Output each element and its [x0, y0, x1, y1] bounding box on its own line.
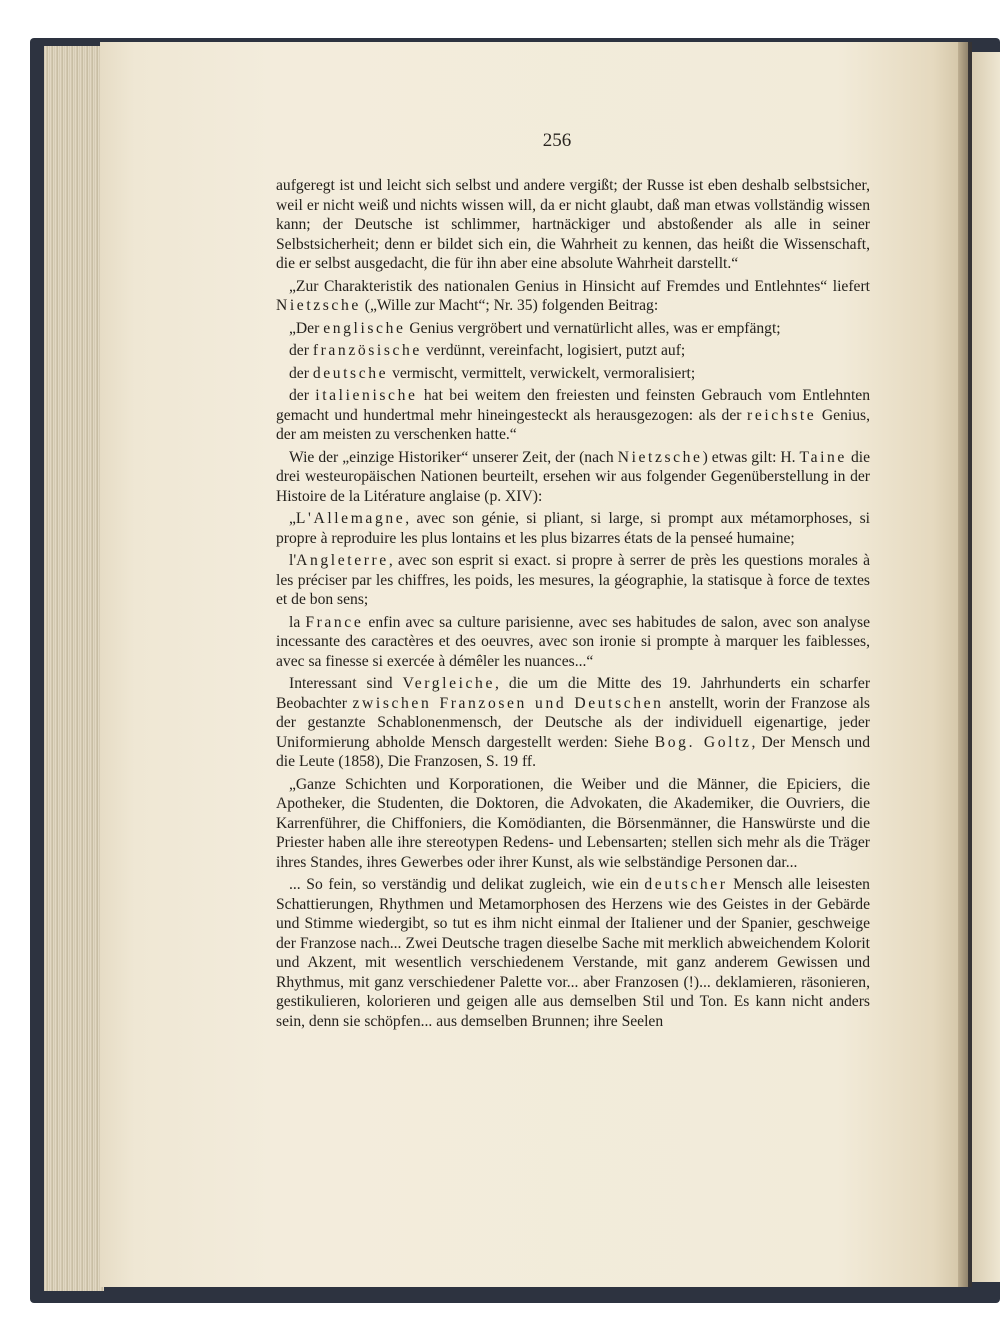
spaced-emphasis: Taine — [799, 448, 847, 466]
text-run: ... So fein, so verständig und delikat zugleich, wie ein — [289, 876, 645, 893]
text-run: vermischt, vermittelt, verwickelt, vermoralisiert; — [388, 364, 696, 382]
text-run: „Der — [289, 319, 324, 337]
paragraph — [276, 386, 870, 445]
text-run: der — [289, 364, 313, 382]
paragraph — [276, 277, 870, 316]
spaced-emphasis: Angleterre — [296, 552, 389, 569]
text-run: , die um die Mitte des 19. Jahrhunderts ein scharfer Beobachter — [276, 675, 871, 712]
spaced-emphasis: L'Allemagne — [295, 510, 406, 527]
text-run: l' — [289, 552, 297, 569]
gutter-shadow — [958, 42, 972, 1287]
text-run: „Zur Charakteristik des nationalen Genius in Hinsicht auf Fremdes und Entlehntes“ liefert — [289, 277, 870, 295]
spaced-emphasis: deutscher — [644, 876, 728, 893]
paragraph — [276, 613, 870, 672]
paragraph — [276, 875, 870, 1031]
text-run: Genius vergröbert und vernatürlicht alles, was er empfängt; — [405, 319, 781, 337]
text-run: Wie der „einzige Historiker“ unserer Zeit, der (nach — [289, 448, 618, 466]
text-run: die drei westeuropäischen Nationen beurteilt, ersehen wir aus folgender Gegenüberstellung in der Histoire de la Litérature anglaise (p. XIV): — [276, 448, 871, 505]
spaced-emphasis: englische — [323, 319, 406, 337]
facing-page-edge — [972, 52, 1000, 1282]
text-run: aufgeregt ist und leicht sich selbst und andere vergißt; der Russe ist eben deshalb selbstsicher, weil er nicht weiß und nichts wissen will, da er nicht glaubt, daß man etwas vollständig wissen kann; der Deutsche ist schlimmer, hartnäckiger und abstoßender als alle in seiner Selbstsicherheit; denn er bildet sich ein, die Wahrheit zu kennen, das heißt die Wissenschaft, die er selbst ausgedacht, die für ihn aber eine absolute Wahrheit darstellt.“ — [276, 177, 870, 272]
body-text — [276, 176, 870, 1034]
spaced-emphasis: Vergleiche — [402, 675, 495, 692]
paragraph — [276, 551, 870, 610]
spaced-emphasis: italienische — [315, 387, 418, 404]
paragraph — [276, 341, 870, 361]
paragraph — [276, 448, 870, 507]
paragraph — [276, 176, 870, 274]
text-run: Interessant sind — [289, 675, 403, 692]
spaced-emphasis: deutsche — [312, 364, 389, 382]
paragraph — [276, 364, 870, 384]
paragraph — [276, 775, 870, 873]
text-run: „Ganze Schichten und Korporationen, die Weiber und die Männer, die Epiciers, die Apotheker, die Studenten, die Doktoren, die Advokaten, die Akademiker, die Ouvriers, die Karrenführer, die Chiffoniers, die Komödianten, die Börsenmänner, die Hanswürste und die Priester haben alle ihre stereotypen Redens- und Lebensarten; stellen sich mehr als die Träger ihres Standes, ihres Gewerbes oder ihrer Kunst, als wie selbständige Personen dar... — [276, 775, 870, 871]
spaced-emphasis: Nietzsche — [617, 448, 703, 466]
spaced-emphasis: Bog. Goltz — [654, 733, 752, 751]
spaced-emphasis: Nietzsche — [276, 297, 361, 314]
page-edges — [44, 46, 104, 1291]
text-run: Mensch alle leisesten Schattierungen, Rhythmen und Metamorphosen des Herzens wie des Geistes in der Gebärde und Stimme wiedergibt, so tut es ihm nicht einmal der Italiener und der Spanier, geschweige der Franzose nach... Zwei Deutsche tragen dieselbe Sache mit merklich abweichendem Kolorit und Akzent, mit wesentlich verschiedenem Verstande, mit ganz anderem Gewissen und Rhythmus, mit ganz verschiedener Palette vor... aber Franzosen (!)... deklamieren, räsonieren, gestikulieren, kolorieren und geigen alle aus demselben Stil und Ton. Es kann nicht anders sein, denn sie schöpfen... aus demselben Brunnen; ihre Seelen — [276, 876, 870, 1030]
text-run: hat bei weitem den freiesten und feinsten Gebrauch vom Entlehnten gemacht und hundertmal mehr hineingesteckt als herausgezogen: als der — [276, 387, 870, 424]
text-run: „ — [289, 510, 296, 527]
paragraph — [276, 674, 870, 772]
text-run: anstellt, worin der Franzose als der gestanzte Schablonenmensch, der Deutsche als der individuell eigenartige, jeder Uniformierung abholde Mensch dargestellt werden: Siehe — [276, 694, 870, 751]
spaced-emphasis: France — [305, 613, 364, 631]
text-run: , avec son génie, si pliant, si large, si prompt aux métamorphoses, si propre à reproduire les plus lontains et les plus bizarres états de la penseé humaine; — [276, 510, 870, 547]
text-run: , Der Mensch und die Leute (1858), Die Franzosen, S. 19 ff. — [276, 733, 871, 770]
text-run: der — [289, 342, 313, 359]
spaced-emphasis: reichste — [747, 406, 817, 424]
paragraph — [276, 509, 870, 548]
paragraph — [276, 319, 870, 339]
text-run: der — [289, 387, 316, 404]
text-run: Genius, der am meisten zu verschenken hatte.“ — [276, 406, 870, 443]
spaced-emphasis: zwischen Franzosen und Deutschen — [352, 694, 664, 712]
text-run: ) etwas gilt: H. — [702, 448, 800, 466]
spaced-emphasis: französische — [312, 342, 422, 359]
text-run: verdünnt, vereinfacht, logisiert, putzt auf; — [421, 342, 686, 359]
page-number: 256 — [542, 130, 572, 151]
text-run: , avec son esprit si exact. si propre à serrer de près les questions morales à les préciser par les chiffres, les poids, les mesures, la géographie, la statisque à force de textes et de bon sens; — [276, 552, 870, 608]
text-run: la — [289, 613, 306, 631]
text-run: enfin avec sa culture parisienne, avec ses habitudes de salon, avec son analyse incessante des caractères et des oeuvres, avec son ironie si prompte à marquer les faiblesses, avec sa finesse si exercée à démêler les nuances...“ — [276, 613, 870, 670]
text-run: („Wille zur Macht“; Nr. 35) folgenden Beitrag: — [360, 297, 659, 314]
